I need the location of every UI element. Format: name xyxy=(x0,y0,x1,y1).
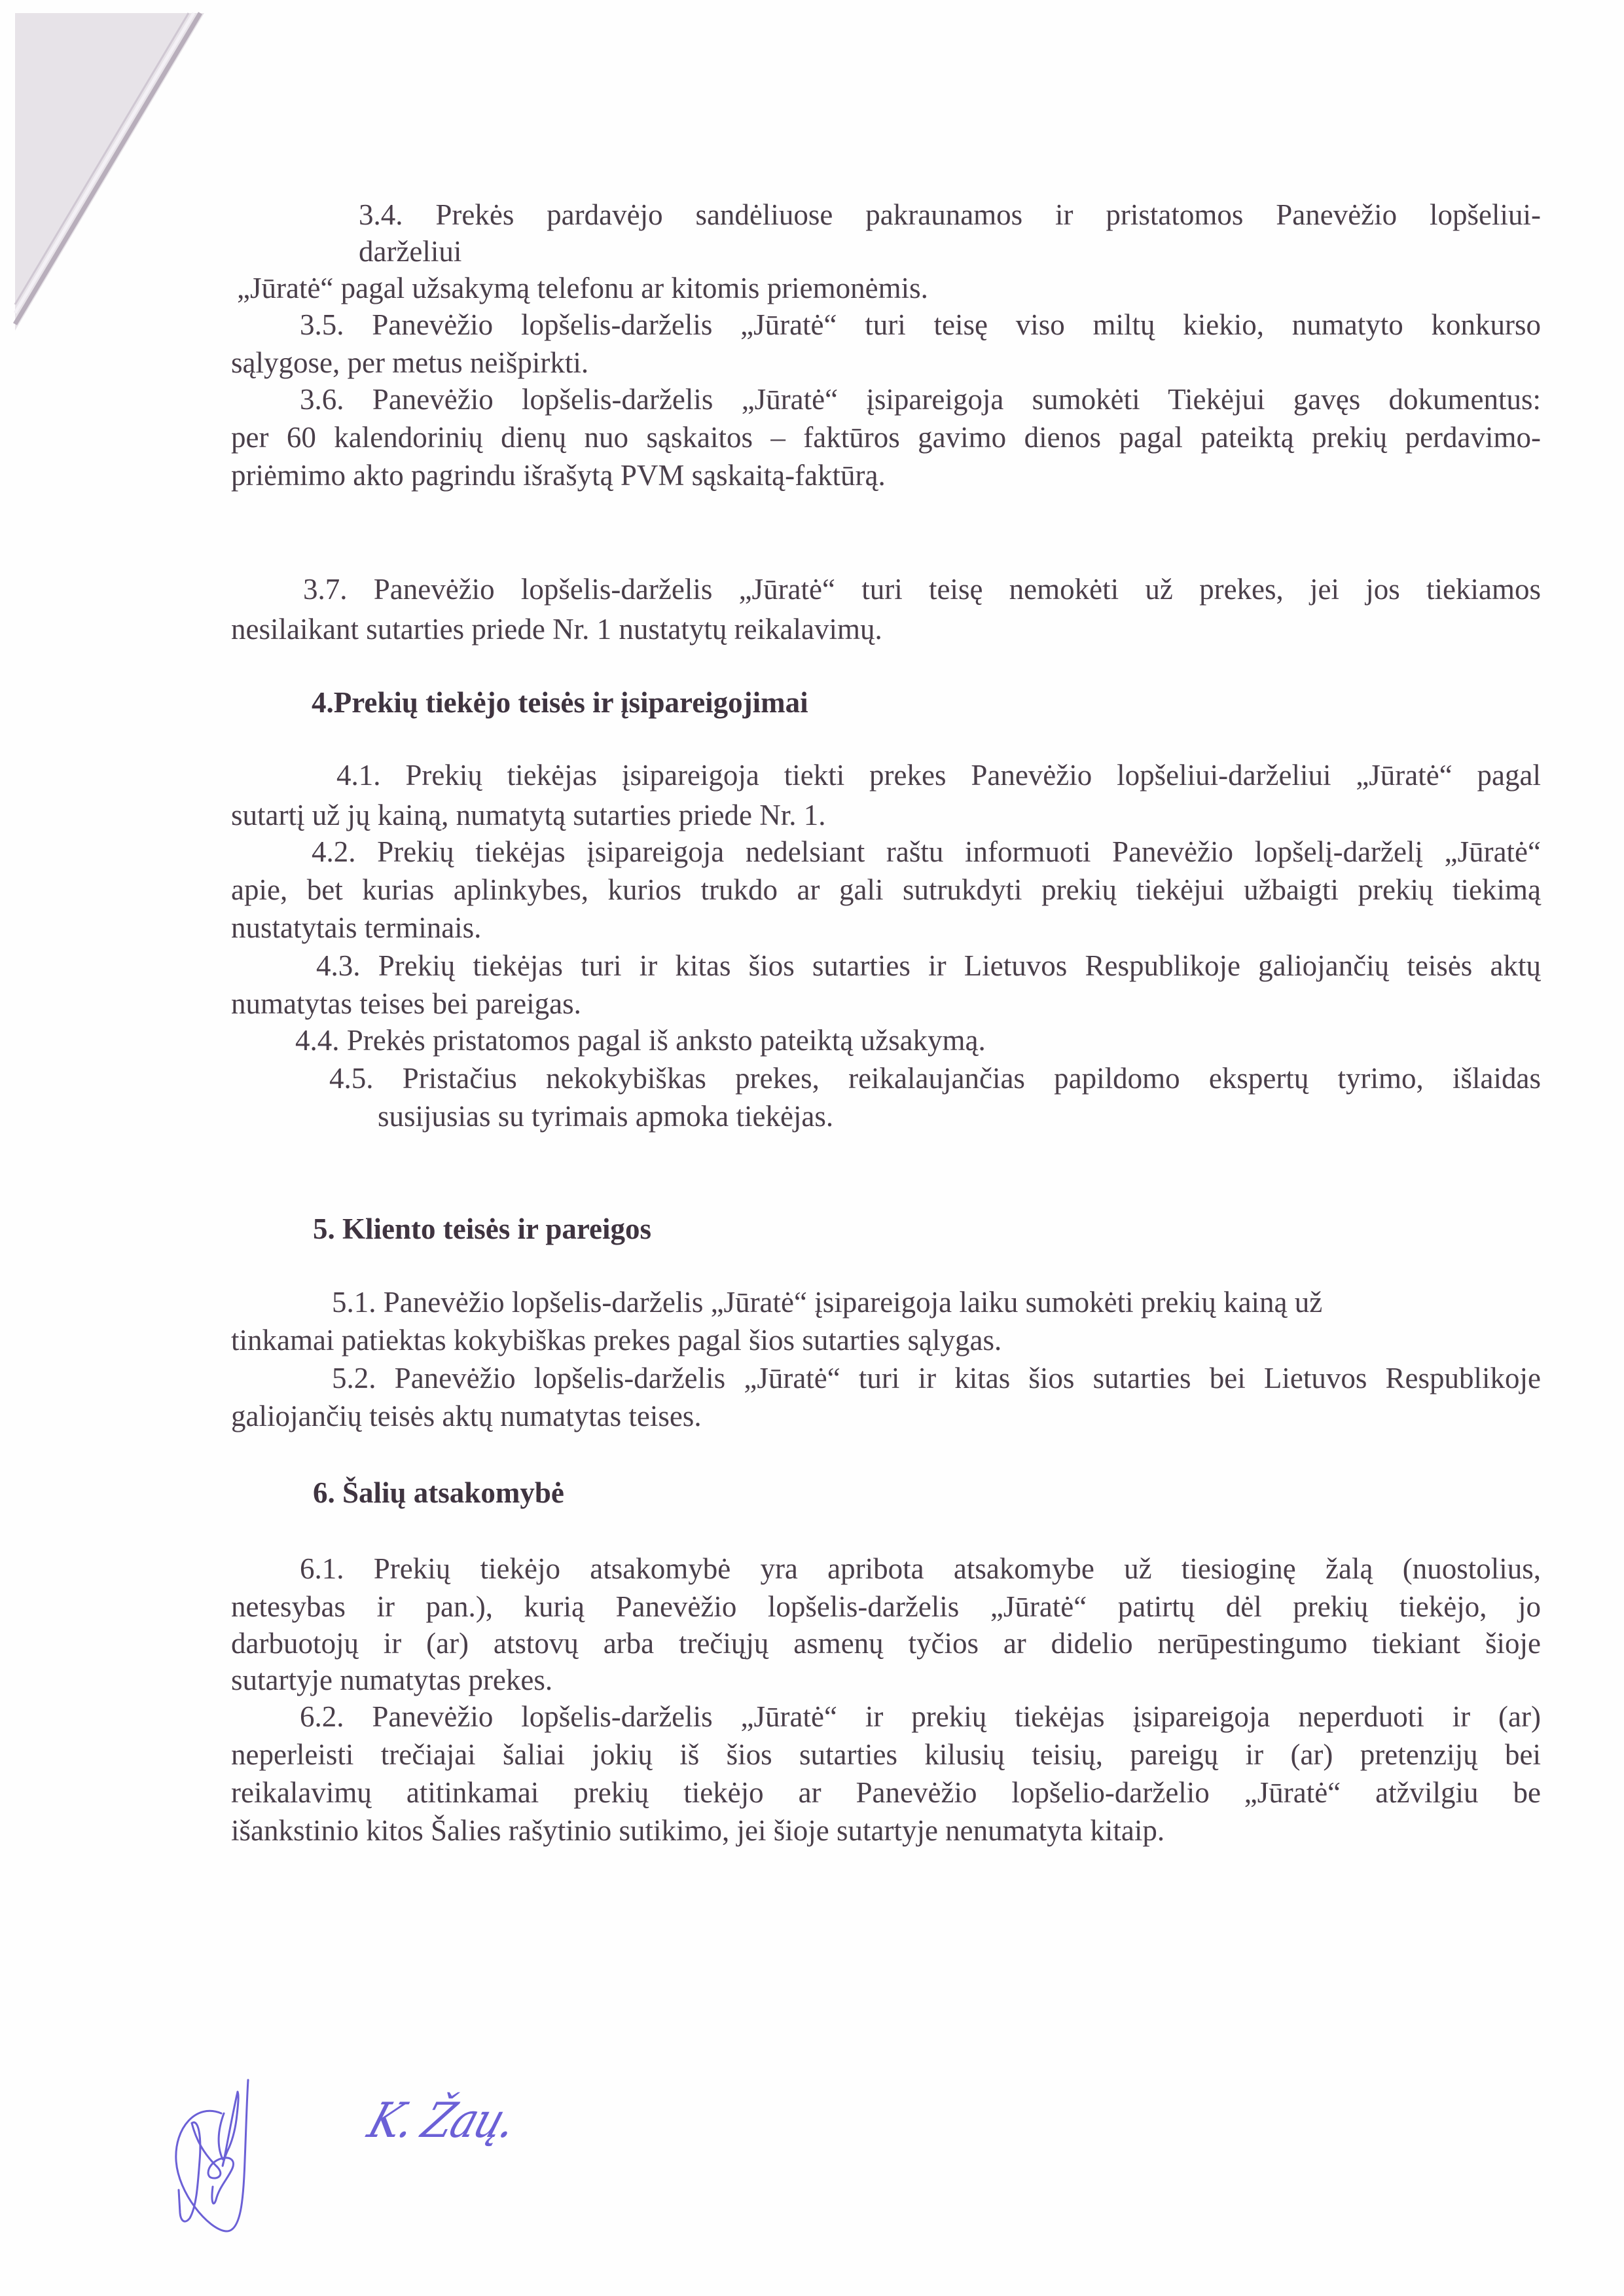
clause-6-2-line: neperleisti trečiajai šaliai jokių iš šios sutarties kilusių teisių, pareigų ir (ar) pretenzijų bei xyxy=(231,1738,1541,1771)
right-signature: K. Žaų. xyxy=(361,2093,523,2149)
clause-6-2-line: išankstinio kitos Šalies rašytinio sutikimo, jei šioje sutartyje nenumatyta kitaip. xyxy=(231,1814,1165,1847)
clause-4-1-line: sutartį už jų kainą, numatytą sutarties priede Nr. 1. xyxy=(231,799,826,831)
clause-4-3-line: numatytas teises bei pareigas. xyxy=(231,987,581,1020)
clause-4-2-line: nustatytais terminais. xyxy=(231,911,482,944)
clause-4-4-line: 4.4. Prekės pristatomos pagal iš anksto pateiktą užsakymą. xyxy=(295,1024,986,1057)
clause-3-4-line: darželiui xyxy=(359,235,462,268)
clause-5-2-line: 5.2. Panevėžio lopšelis-darželis „Jūratė“ turi ir kitas šios sutarties bei Lietuvos Respublikoje xyxy=(332,1362,1541,1394)
clause-3-5-line: 3.5. Panevėžio lopšelis-darželis „Jūratė“ turi teisę viso miltų kiekio, numatyto konkurso xyxy=(300,308,1541,341)
section-4-heading: 4.Prekių tiekėjo teisės ir įsipareigojimai xyxy=(312,686,808,719)
clause-6-2-line: reikalavimų atitinkamai prekių tiekėjo ar Panevėžio lopšelio-darželio „Jūratė“ atžvilgiu be xyxy=(231,1776,1541,1809)
clause-3-6-line: 3.6. Panevėžio lopšelis-darželis „Jūratė“ įsipareigoja sumokėti Tiekėjui gavęs dokumentus: xyxy=(300,383,1541,416)
left-signature xyxy=(176,2080,248,2231)
clause-6-1-line: 6.1. Prekių tiekėjo atsakomybė yra apribota atsakomybe už tiesioginę žalą (nuostolius, xyxy=(300,1552,1541,1585)
clause-3-5-line: sąlygose, per metus neišpirkti. xyxy=(231,346,589,379)
clause-3-4-line: „Jūratė“ pagal užsakymą telefonu ar kitomis priemonėmis. xyxy=(237,272,928,304)
clause-5-1-line: tinkamai patiektas kokybiškas prekes pagal šios sutarties sąlygas. xyxy=(231,1324,1002,1357)
clause-3-7-line: 3.7. Panevėžio lopšelis-darželis „Jūratė“ turi teisę nemokėti už prekes, jei jos tiekiamos xyxy=(303,573,1541,606)
clause-5-2-line: galiojančių teisės aktų numatytas teises. xyxy=(231,1400,702,1432)
clause-4-5-line: susijusias su tyrimais apmoka tiekėjas. xyxy=(378,1100,834,1133)
clause-6-1-line: netesybas ir pan.), kurią Panevėžio lopšelis-darželis „Jūratė“ patirtų dėl prekių tiekėjo, jo xyxy=(231,1590,1541,1623)
clause-4-1-line: 4.1. Prekių tiekėjas įsipareigoja tiekti prekes Panevėžio lopšeliui-darželiui „Jūratė“ pagal xyxy=(336,759,1541,792)
section-6-heading: 6. Šalių atsakomybė xyxy=(313,1476,564,1509)
clause-4-3-line: 4.3. Prekių tiekėjas turi ir kitas šios sutarties ir Lietuvos Respublikoje galiojančių teisės aktų xyxy=(316,949,1541,982)
clause-4-5-line: 4.5. Pristačius nekokybiškas prekes, reikalaujančias papildomo ekspertų tyrimo, išlaidas xyxy=(329,1062,1541,1095)
clause-6-2-line: 6.2. Panevėžio lopšelis-darželis „Jūratė“ ir prekių tiekėjas įsipareigoja neperduoti ir (ar) xyxy=(300,1700,1541,1733)
clause-6-1-line: darbuotojų ir (ar) atstovų arba trečiųjų asmenų tyčios ar didelio nerūpestingumo tiekiant šioje xyxy=(231,1627,1541,1660)
clause-5-1-line: 5.1. Panevėžio lopšelis-darželis „Jūratė“ įsipareigoja laiku sumokėti prekių kainą už xyxy=(332,1286,1323,1319)
clause-6-1-line: sutartyje numatytas prekes. xyxy=(231,1664,553,1696)
clause-3-6-line: per 60 kalendorinių dienų nuo sąskaitos – faktūros gavimo dienos pagal pateiktą prekių perdavimo- xyxy=(231,421,1541,454)
section-5-heading: 5. Kliento teisės ir pareigos xyxy=(313,1212,652,1245)
clause-3-7-line: nesilaikant sutarties priede Nr. 1 nustatytų reikalavimų. xyxy=(231,613,882,646)
clause-3-6-line: priėmimo akto pagrindu išrašytą PVM sąskaitą-faktūrą. xyxy=(231,459,886,492)
clause-4-2-line: 4.2. Prekių tiekėjas įsipareigoja nedelsiant raštu informuoti Panevėžio lopšelį-darželį „Jūratė“ xyxy=(312,835,1541,868)
clause-3-4-line: 3.4. Prekės pardavėjo sandėliuose pakraunamos ir pristatomos Panevėžio lopšeliui- xyxy=(359,198,1541,231)
clause-4-2-line: apie, bet kurias aplinkybes, kurios trukdo ar gali sutrukdyti prekių tiekėjui užbaigti prekių tiekimą xyxy=(231,873,1541,906)
